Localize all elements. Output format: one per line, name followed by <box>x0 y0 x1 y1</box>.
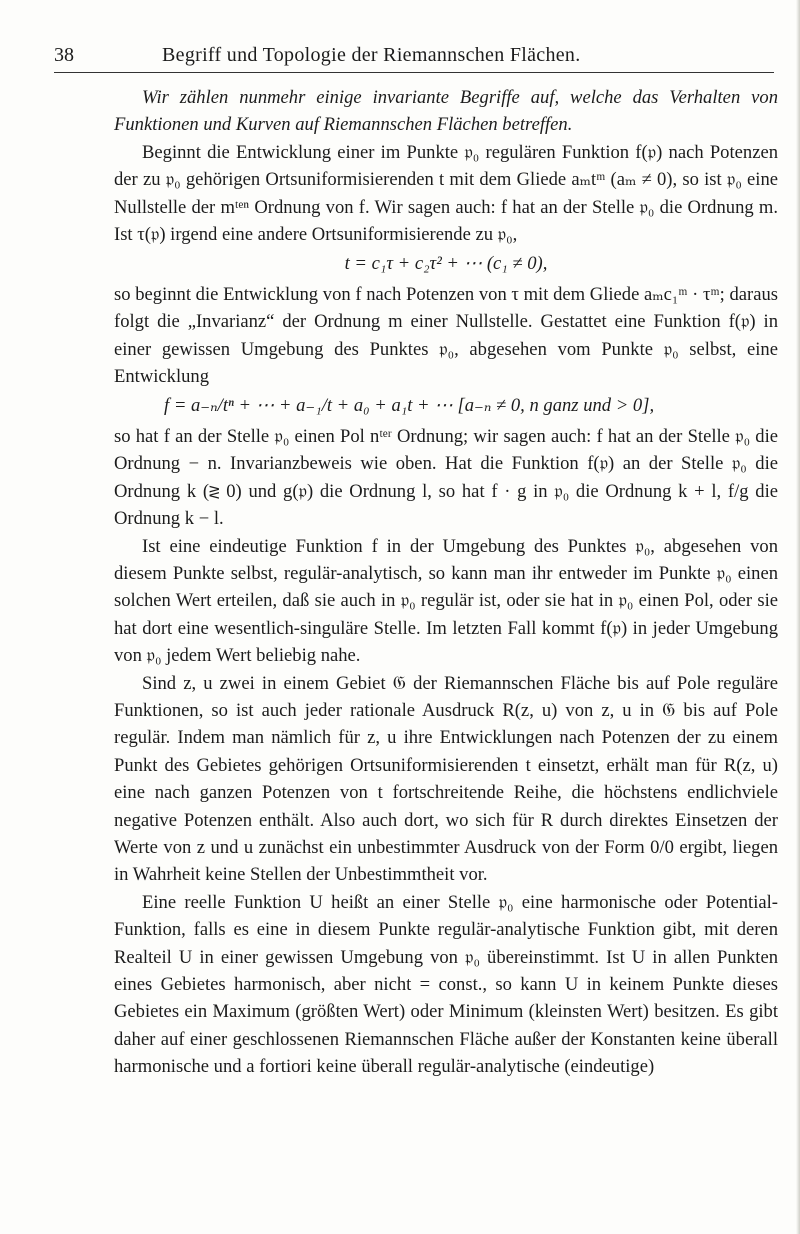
formula-uniformizer: t = c₁τ + c₂τ² + ⋯ (c₁ ≠ 0), <box>344 253 548 275</box>
formula-laurent: f = a₋ₙ/tⁿ + ⋯ + a₋₁/t + a₀ + a₁t + ⋯ [a₋ₙ ≠ 0, n ganz und > 0], <box>164 395 655 417</box>
paragraph-rational: Sind z, u zwei in einem Gebiet 𝔊 der Riemannschen Fläche bis auf Pole reguläre Funktionen, so ist auch jeder rationale Ausdruck R(z, u) von z, u in 𝔊 bis auf Pole regulär. Indem man nämlich für z, u ihre Entwicklungen nach Potenzen der zu einem Punkt des Gebietes gehörigen Ortsuniformisierenden t einsetzt, erhält man für R(z, u) eine nach ganzen Potenzen von t fortschreitende Reihe, die höchstens endlichviele negative Potenzen enthält. Also auch dort, wo sich für R durch direktes Einsetzen der Werte von z und u zunächst ein unbestimmter Ausdruck von der Form 0/0 ergibt, liegen in Wahrheit keine Stellen der Unbestimmtheit vor. <box>114 672 778 886</box>
page-header <box>54 44 774 74</box>
header-rule <box>54 72 774 73</box>
paragraph-invarianz: so beginnt die Entwicklung von f nach Potenzen von τ mit dem Gliede aₘc₁ᵐ · τᵐ; daraus folgt die „Invarianz“ der Ordnung m einer Nullstelle. Gestattet eine Funktion f(𝔭) in einer gewissen Umgebung des Punktes 𝔭₀, abgesehen vom Punkte 𝔭₀ selbst, eine Entwicklung <box>114 283 778 388</box>
page-edge-shadow <box>796 0 800 1234</box>
page-number: 38 <box>54 44 74 66</box>
paragraph-nullstelle: Beginnt die Entwicklung einer im Punkte 𝔭₀ regulären Funktion f(𝔭) nach Potenzen der zu 𝔭₀ gehörigen Ortsuniformisierenden t mit dem Gliede aₘtᵐ (aₘ ≠ 0), so ist 𝔭₀ eine Nullstelle der mᵗᵉⁿ Ordnung von f. Wir sagen auch: f hat an der Stelle 𝔭₀ die Ordnung m. Ist τ(𝔭) irgend eine andere Ortsuniformisierende zu 𝔭₀, <box>114 141 778 246</box>
paragraph-intro: Wir zählen nunmehr einige invariante Begriffe auf, welche das Verhalten von Funktionen und Kurven auf Riemannschen Flächen betreffen. <box>114 87 778 136</box>
running-head: Begriff und Topologie der Riemannschen Flächen. <box>162 44 581 66</box>
body-text <box>114 84 778 1081</box>
paragraph-eindeutig: Ist eine eindeutige Funktion f in der Umgebung des Punktes 𝔭₀, abgesehen von diesem Punkte selbst, regulär-analytisch, so kann man ihr entweder im Punkte 𝔭₀ einen solchen Wert erteilen, daß sie auch in 𝔭₀ regulär ist, oder sie hat in 𝔭₀ einen Pol, oder sie hat dort eine wesentlich-singuläre Stelle. Im letzten Fall kommt f(𝔭) in jeder Umgebung von 𝔭₀ jedem Wert beliebig nahe. <box>114 535 778 667</box>
paragraph-pol: so hat f an der Stelle 𝔭₀ einen Pol nᵗᵉʳ Ordnung; wir sagen auch: f hat an der Stelle 𝔭₀ die Ordnung − n. Invarianzbeweis wie oben. Hat die Funktion f(𝔭) an der Stelle 𝔭₀ die Ordnung k (≷ 0) und g(𝔭) die Ordnung l, so hat f · g in 𝔭₀ die Ordnung k + l, f/g die Ordnung k − l. <box>114 425 778 530</box>
paragraph-harmonisch: Eine reelle Funktion U heißt an einer Stelle 𝔭₀ eine harmonische oder Potential-Funktion, falls es eine in diesem Punkte regulär-analytische Funktion gibt, mit deren Realteil U in einer gewissen Umgebung von 𝔭₀ übereinstimmt. Ist U in allen Punkten eines Gebietes harmonisch, aber nicht = const., so kann U in keinem Punkte dieses Gebietes ein Maximum (größten Wert) oder Minimum (kleinsten Wert) besitzen. Es gibt daher auf einer geschlossenen Riemannschen Fläche außer der Konstanten keine überall harmonische und a fortiori keine überall regulär-analytische (eindeutige) <box>114 891 778 1078</box>
